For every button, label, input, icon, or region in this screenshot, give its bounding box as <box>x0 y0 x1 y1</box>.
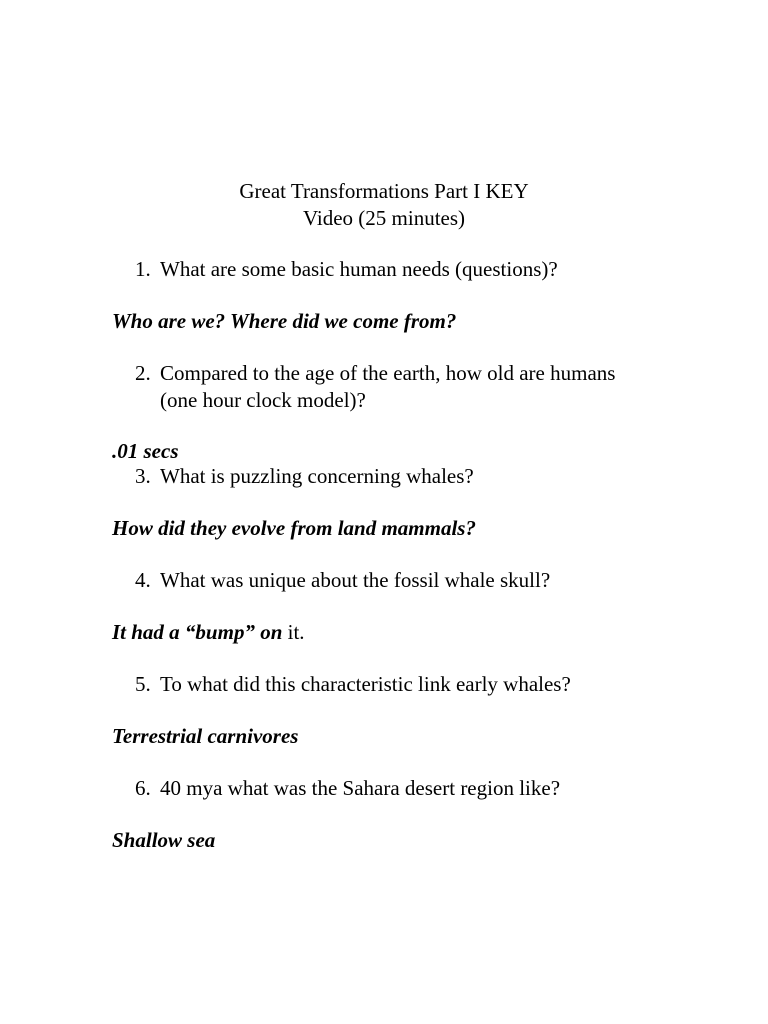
question-number: 6. <box>135 776 151 800</box>
answer-3: How did they evolve from land mammals? <box>112 516 476 540</box>
question-number: 5. <box>135 672 151 696</box>
question-text: What are some basic human needs (questions)? <box>160 257 558 281</box>
question-number: 1. <box>135 257 151 281</box>
question-text: What was unique about the fossil whale skull? <box>160 568 551 592</box>
answer-4 <box>112 619 305 646</box>
question-text-line-2: (one hour clock model)? <box>160 388 366 412</box>
answer-5: Terrestrial carnivores <box>112 724 299 748</box>
question-text: To what did this characteristic link early whales? <box>160 672 571 696</box>
document-title: Great Transformations Part I KEY <box>239 179 529 203</box>
question-number: 4. <box>135 568 151 592</box>
question-number: 3. <box>135 464 151 488</box>
answer-6: Shallow sea <box>112 828 216 852</box>
answer-1: Who are we? Where did we come from? <box>112 309 457 333</box>
answer-emphasis: It had a “bump” on <box>112 620 283 644</box>
question-text: What is puzzling concerning whales? <box>160 464 474 488</box>
question-6 <box>135 775 560 802</box>
question-text: 40 mya what was the Sahara desert region like? <box>160 776 561 800</box>
document-subtitle: Video (25 minutes) <box>302 206 466 230</box>
question-number: 2. <box>135 361 151 385</box>
question-4 <box>135 567 550 594</box>
title-block <box>0 178 768 232</box>
question-2 <box>135 360 615 414</box>
question-5 <box>135 671 571 698</box>
question-text-line-1: Compared to the age of the earth, how old are humans <box>160 361 616 385</box>
answer-plain: it. <box>282 620 305 644</box>
question-1 <box>135 256 558 283</box>
answer-2: .01 secs <box>112 439 179 463</box>
question-3 <box>135 463 474 490</box>
